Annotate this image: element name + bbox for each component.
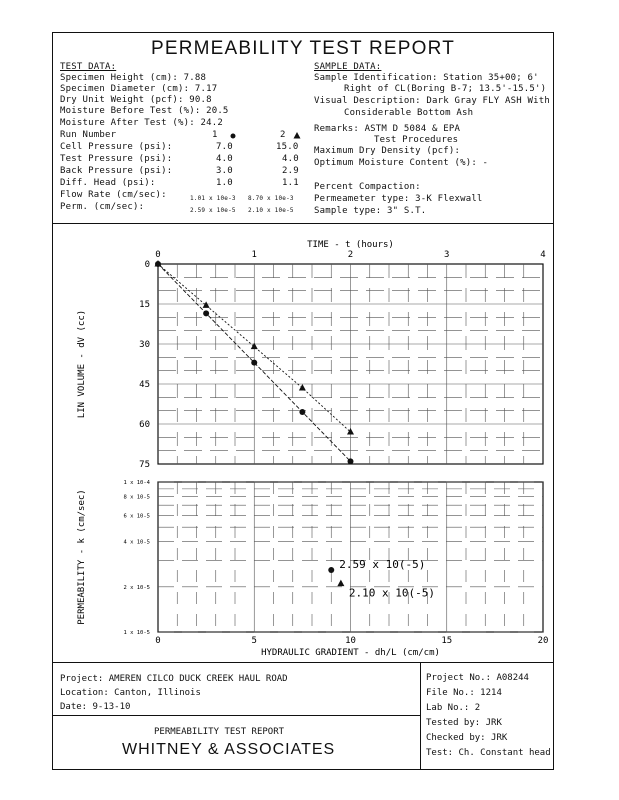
test-data-row: Moisture After Test (%): 24.2 xyxy=(60,118,223,128)
test-table-v1: 3.0 xyxy=(216,166,233,176)
chart1-point-triangle xyxy=(203,301,210,308)
test-table-v2: 8.70 x 10e-3 xyxy=(248,195,294,202)
chart1-y-tick-label: 15 xyxy=(139,300,150,310)
tested-by: Tested by: JRK xyxy=(426,718,502,728)
footer-vertical-divider xyxy=(420,662,421,770)
visual-description-line-2: Considerable Bottom Ash xyxy=(344,108,474,118)
test-info: Test: Ch. Constant head xyxy=(426,748,551,758)
chart2-point-label: 2.59 x 10(-5) xyxy=(339,558,426,572)
sample-ident-line-1: Sample Identification: Station 35+00; 6' xyxy=(314,73,539,83)
test-procedures: Test Procedures xyxy=(374,135,459,145)
test-table-label: Cell Pressure (psi): xyxy=(60,142,173,152)
chart1-y-tick-label: 30 xyxy=(139,340,150,350)
chart1-y-tick-label: 45 xyxy=(139,380,150,390)
chart1-y-axis-label: LIN VOLUME - dV (cc) xyxy=(77,309,87,419)
permeameter-type: Permeameter type: 3-K Flexwall xyxy=(314,194,483,204)
chart1-point-circle xyxy=(299,409,305,415)
sample-type: Sample type: 3" S.T. xyxy=(314,206,427,216)
footer-report-title: PERMEABILITY TEST REPORT xyxy=(154,727,285,737)
chart1-x-tick-label: 0 xyxy=(155,250,161,260)
run-1-number: 1 xyxy=(212,130,218,140)
percent-compaction: Percent Compaction: xyxy=(314,182,421,192)
test-table-v2: 4.0 xyxy=(282,154,299,164)
chart2-x-axis-label: HYDRAULIC GRADIENT - dh/L (cm/cm) xyxy=(261,648,440,658)
sample-ident-line-2: Right of CL(Boring B-7; 13.5'-15.5') xyxy=(344,84,547,94)
test-data-header: TEST DATA: xyxy=(60,62,117,72)
test-table-label: Test Pressure (psi): xyxy=(60,154,173,164)
chart2-y-tick-label: 1 x 10-4 xyxy=(123,480,150,486)
chart2-point-label: 2.10 x 10(-5) xyxy=(348,586,435,600)
chart1-title: TIME - t (hours) xyxy=(307,240,394,250)
test-table-label: Flow Rate (cm/sec): xyxy=(60,190,167,200)
chart2-point-circle xyxy=(328,567,334,573)
report-title: PERMEABILITY TEST REPORT xyxy=(150,38,456,59)
permeability-vs-gradient-chart xyxy=(77,480,548,658)
chart2-x-tick-label: 0 xyxy=(155,636,161,646)
chart1-x-tick-label: 4 xyxy=(540,250,546,260)
test-data-row: Specimen Height (cm): 7.88 xyxy=(60,73,207,83)
remarks: Remarks: ASTM D 5084 & EPA xyxy=(314,124,461,134)
test-table-v1: 7.0 xyxy=(216,142,233,152)
test-table-label: Diff. Head (psi): xyxy=(60,178,156,188)
test-data-row: Moisture Before Test (%): 20.5 xyxy=(60,106,229,116)
chart1-x-tick-label: 3 xyxy=(444,250,450,260)
footer-title-divider xyxy=(52,715,420,716)
chart1-y-tick-label: 75 xyxy=(139,460,150,470)
chart1-point-circle xyxy=(203,310,209,316)
chart1-point-triangle xyxy=(347,428,354,435)
test-table-v1: 4.0 xyxy=(216,154,233,164)
test-table-v2: 2.10 x 10e-5 xyxy=(248,207,294,214)
test-table-v1: 2.59 x 10e-5 xyxy=(190,207,236,214)
chart1-point-circle xyxy=(251,360,257,366)
project-number: Project No.: A08244 xyxy=(426,673,529,683)
lab-number: Lab No.: 2 xyxy=(426,703,481,713)
test-data-row: Specimen Diameter (cm): 7.17 xyxy=(60,84,218,94)
maximum-dry-density: Maximum Dry Density (pcf): xyxy=(314,146,461,156)
test-table-v2: 2.9 xyxy=(282,166,299,176)
run-2-number: 2 xyxy=(280,130,286,140)
chart1-y-tick-label: 60 xyxy=(139,420,150,430)
chart1-x-tick-label: 2 xyxy=(347,250,354,260)
chart2-point-triangle xyxy=(337,580,344,587)
project-name: Project: AMEREN CILCO DUCK CREEK HAUL ROAD xyxy=(60,674,288,684)
chart2-x-tick-label: 20 xyxy=(537,636,549,646)
chart2-x-tick-label: 5 xyxy=(251,636,257,646)
chart2-y-tick-label: 4 x 10-5 xyxy=(123,539,150,546)
footer-divider xyxy=(52,662,554,663)
test-table-v1: 1.01 x 10e-3 xyxy=(190,195,236,202)
chart2-y-tick-label: 2 x 10-5 xyxy=(123,584,150,591)
test-table-label: Perm. (cm/sec): xyxy=(60,202,145,212)
run-number-label: Run Number xyxy=(60,130,117,140)
test-table-label: Back Pressure (psi): xyxy=(60,166,173,176)
chart2-x-tick-label: 15 xyxy=(441,636,453,646)
volume-vs-time-chart xyxy=(77,240,546,470)
project-location: Location: Canton, Illinois xyxy=(60,688,201,698)
chart2-y-tick-label: 1 x 10-5 xyxy=(123,630,150,636)
test-date: Date: 9-13-10 xyxy=(60,702,131,712)
firm-name: WHITNEY & ASSOCIATES xyxy=(122,741,336,758)
chart1-point-triangle xyxy=(299,384,306,391)
optimum-moisture: Optimum Moisture Content (%): - xyxy=(314,158,489,168)
chart2-y-tick-label: 6 x 10-5 xyxy=(123,513,150,520)
file-number: File No.: 1214 xyxy=(426,688,502,698)
visual-description-line-1: Visual Description: Dark Gray FLY ASH With xyxy=(314,96,550,106)
chart2-y-tick-label: 8 x 10-5 xyxy=(123,494,150,501)
test-table-v2: 1.1 xyxy=(282,178,299,188)
test-table-v2: 15.0 xyxy=(276,142,299,152)
chart2-y-axis-label: PERMEABILITY - k (cm/sec) xyxy=(77,489,87,625)
sample-data-header: SAMPLE DATA: xyxy=(314,62,382,72)
chart1-point-triangle xyxy=(251,343,258,350)
test-data-row: Dry Unit Weight (pcf): 90.8 xyxy=(60,95,212,105)
test-table-v1: 1.0 xyxy=(216,178,233,188)
chart2-x-tick-label: 10 xyxy=(345,636,356,646)
chart1-y-tick-label: 0 xyxy=(144,260,150,270)
chart1-x-tick-label: 1 xyxy=(251,250,257,260)
chart1-point-circle xyxy=(348,458,354,464)
checked-by: Checked by: JRK xyxy=(426,733,508,743)
